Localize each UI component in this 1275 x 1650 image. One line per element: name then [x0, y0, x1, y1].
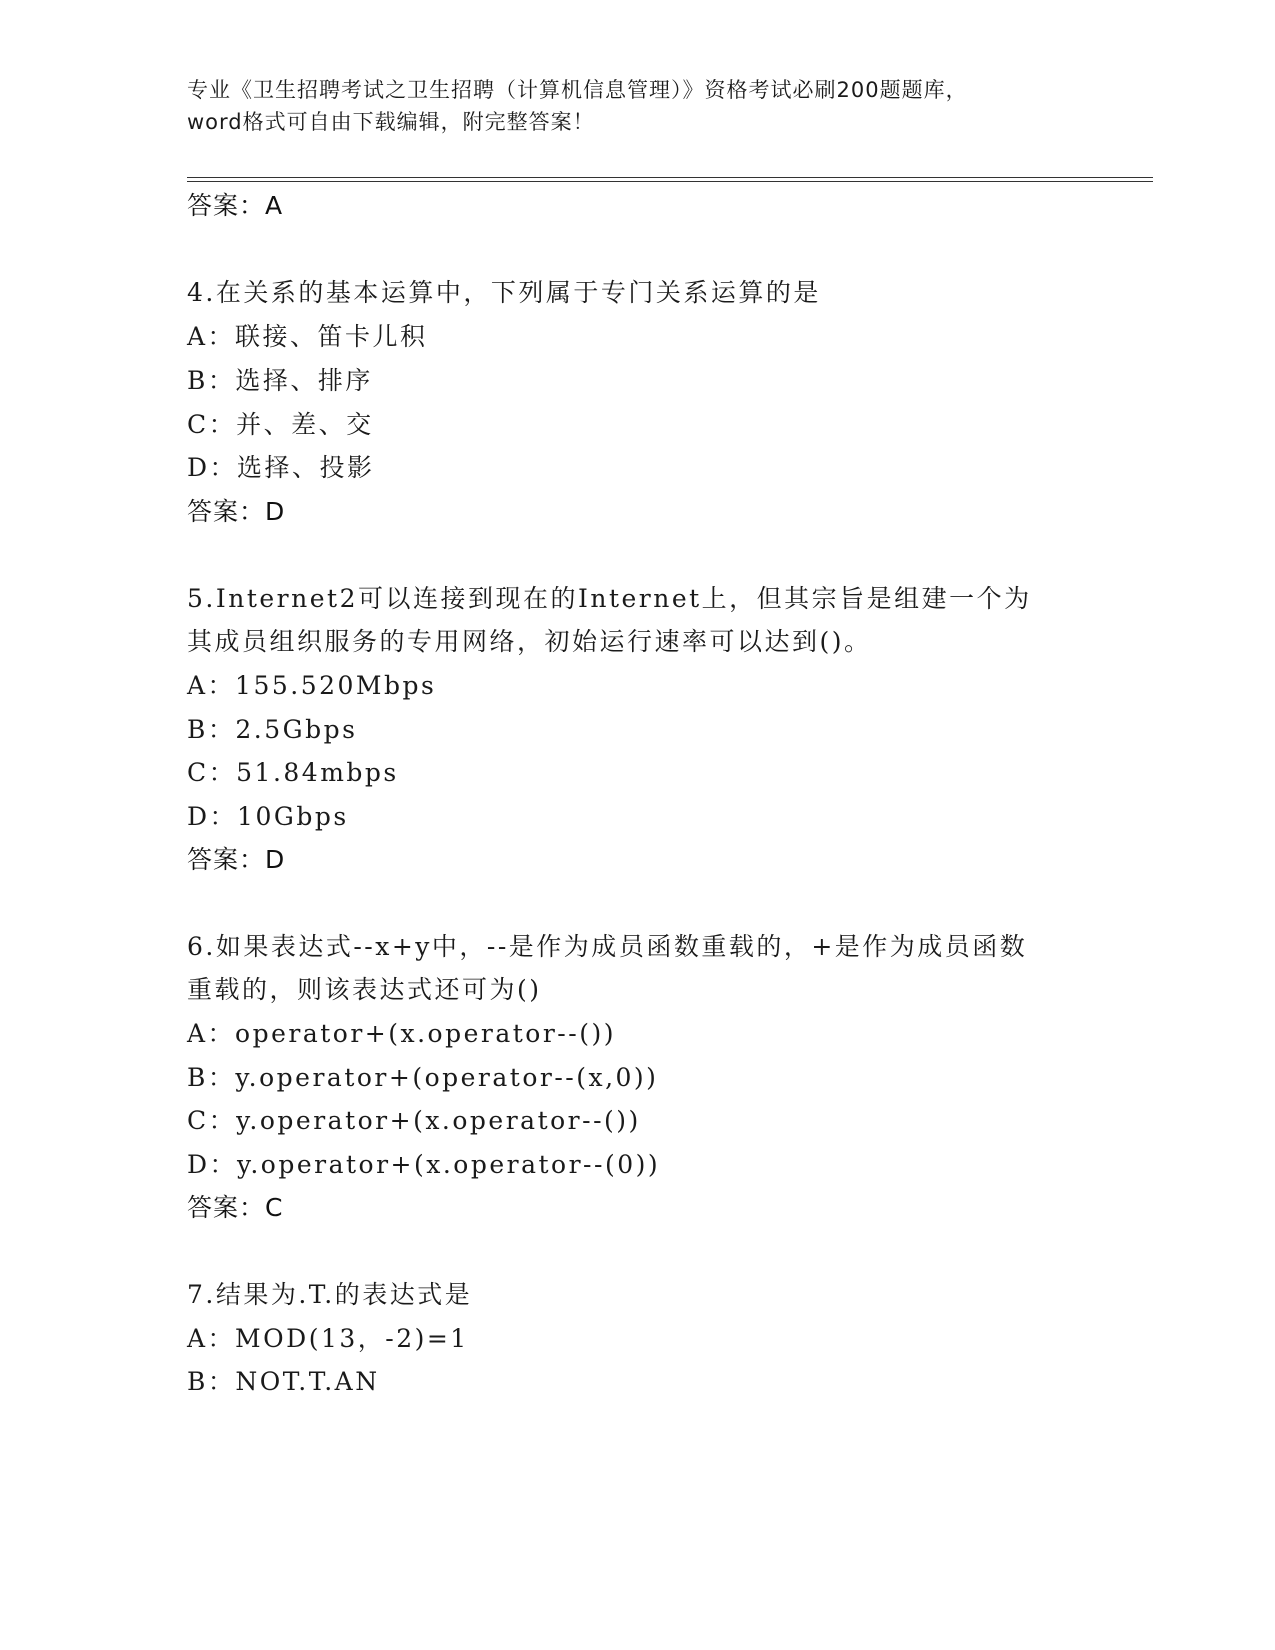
- question-stem: 7.结果为.T.的表达式是: [187, 1280, 473, 1309]
- option-b: B：2.5Gbps: [187, 715, 358, 744]
- option-b: B：y.operator+(operator--(x,0)): [187, 1063, 659, 1092]
- answer-line: 答案：A: [187, 191, 284, 220]
- question-stem-continued: 重载的，则该表达式还可为(): [187, 975, 542, 1004]
- option-c: C：并、差、交: [187, 410, 374, 439]
- question-stem: 5.Internet2可以连接到现在的Internet上，但其宗旨是组建一个为: [187, 584, 1032, 613]
- option-d: D：10Gbps: [187, 802, 349, 831]
- option-c: C：y.operator+(x.operator--()): [187, 1106, 641, 1135]
- answer-line: 答案：D: [187, 497, 286, 526]
- option-a: A：155.520Mbps: [187, 671, 437, 700]
- option-d: D：y.operator+(x.operator--(0)): [187, 1150, 661, 1179]
- header-divider: [187, 177, 1153, 182]
- option-a: A：MOD(13，-2)=1: [187, 1324, 469, 1353]
- question-stem: 6.如果表达式--x+y中，--是作为成员函数重载的，+是作为成员函数: [187, 932, 1028, 961]
- header-line-2: word格式可自由下载编辑，附完整答案！: [187, 110, 595, 134]
- header-line-1: 专业《卫生招聘考试之卫生招聘（计算机信息管理）》资格考试必刷200题题库，: [187, 78, 968, 102]
- option-c: C：51.84mbps: [187, 758, 399, 787]
- answer-line: 答案：D: [187, 845, 286, 874]
- option-a: A：联接、笛卡儿积: [187, 322, 428, 351]
- option-d: D：选择、投影: [187, 453, 375, 482]
- question-stem: 4.在关系的基本运算中，下列属于专门关系运算的是: [187, 278, 821, 307]
- answer-line: 答案：C: [187, 1193, 284, 1222]
- option-b: B：选择、排序: [187, 366, 373, 395]
- option-b: B：NOT.T.AN: [187, 1367, 380, 1396]
- option-a: A：operator+(x.operator--()): [187, 1019, 616, 1048]
- question-stem-continued: 其成员组织服务的专用网络，初始运行速率可以达到()。: [187, 627, 872, 656]
- page-header: [187, 74, 1087, 138]
